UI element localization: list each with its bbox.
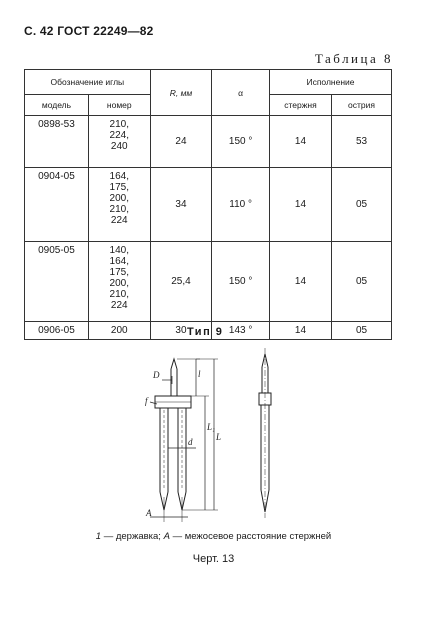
figure-legend: 1 — державка; A — межосевое расстояние стержней [95,531,332,542]
number-value: 200, [109,193,129,204]
rod-cell: 14 [269,168,331,242]
label-A: A [146,508,152,518]
number-value: 140, [109,245,129,256]
tip-column-header: острия [332,95,392,116]
number-value: 210, [109,289,129,300]
tip-cell: 05 [332,322,392,340]
alpha-column-header: α [212,70,270,116]
model-column-header: модель [25,95,89,116]
number-value: 200, [109,278,129,289]
type-title: Тип 9 [187,326,224,338]
r-cell: 24 [150,116,212,168]
number-value: 224, [109,130,129,141]
number-value: 210, [109,119,129,130]
number-value: 175, [109,267,129,278]
number-value: 164, [109,171,129,182]
tip-cell: 05 [332,242,392,322]
r-cell: 25,4 [150,242,212,322]
alpha-cell: 150 ° [212,242,270,322]
alpha-cell: 143 ° [212,322,270,340]
label-d: d [188,437,193,447]
r-column-header: R, мм [150,70,212,116]
rod-cell: 14 [269,322,331,340]
alpha-cell: 110 ° [212,168,270,242]
number-value: 175, [109,182,129,193]
number-value: 200 [110,325,128,336]
tip-cell: 53 [332,116,392,168]
r-cell: 30 [150,322,212,340]
label-D: D [153,370,160,380]
alpha-cell: 150 ° [212,116,270,168]
number-value: 224 [110,215,128,226]
number-value: 224 [110,300,128,311]
label-f: f [145,396,148,406]
model-cell: 0898-53 [25,116,89,168]
rod-column-header: стержня [269,95,331,116]
label-L1: L₁ [207,422,216,432]
label-L: L [216,432,222,442]
table-caption: Таблица 8 [314,51,393,66]
rod-cell: 14 [269,116,331,168]
number-value: 164, [109,256,129,267]
top-tip [171,359,177,369]
model-cell: 0905-05 [25,242,89,322]
number-value: 240 [110,141,128,152]
label-l: l [198,369,201,379]
r-cell: 34 [150,168,212,242]
model-cell: 0904-05 [25,168,89,242]
rod-cell: 14 [269,242,331,322]
page-header: С. 42 ГОСТ 22249—82 [24,24,154,38]
execution-header: Исполнение [269,70,391,95]
model-cell: 0906-05 [25,322,89,340]
needle-designation-header: Обозначение иглы [25,70,151,95]
figure-caption: Черт. 13 [192,553,235,565]
number-value: 210, [109,204,129,215]
tip-cell: 05 [332,168,392,242]
number-column-header: номер [88,95,150,116]
